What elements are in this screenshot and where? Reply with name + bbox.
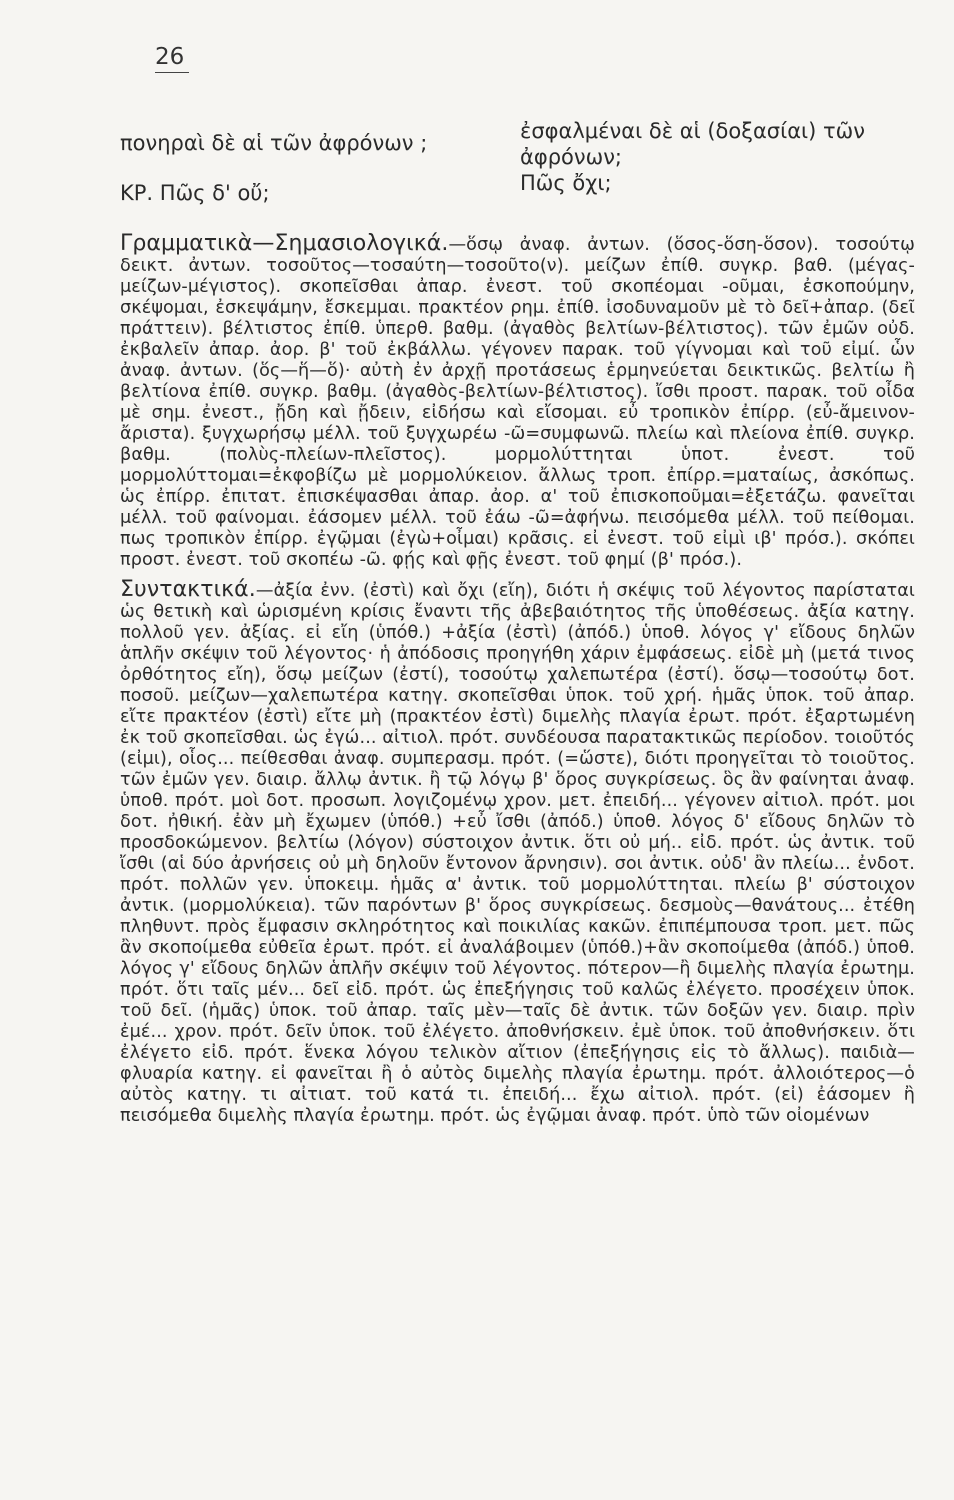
dialogue-right-line-3: Πῶς ὄχι; [520,171,612,195]
syntax-section [120,579,915,1127]
commentary-body [120,233,915,1127]
page-number: 26 [155,44,185,70]
dialogue-right-line-2: ἀφρόνων; [520,145,622,169]
grammar-heading: Γραμματικὰ—Σημασιολογικά. [120,231,449,256]
syntax-heading: Συντακτικά. [120,577,256,602]
grammar-section [120,233,915,571]
syntax-text: —ἀξία ἐνν. (ἐστὶ) καὶ ὄχι (εἴη), διότι ἡ σκέψις τοῦ λέγοντος παρίσταται ὡς θετικὴ καὶ ὡρισμένη κρίσις ἔναντι τῆς ἀβεβαιότητος τῆς ὑποθέσεως. ἀξία κατηγ. πολλοῦ γεν. ἀξίας. εἰ εἴη (ὑπόθ.) +ἀξία (ἐστὶ) (ἀπόδ.) ὑποθ. λόγος γ' εἴδους δηλῶν ἁπλῆν σκέψιν τοῦ λέγοντος· ἡ ἀπόδοσις προηγήθη χάριν ἐμφάσεως. εἰδὲ μὴ (μετά τινος ὀρθότητος εἴη), ὅσῳ μείζων (ἐστί), τοσούτῳ χαλεπωτέρα (ἐστί). ὅσῳ—τοσούτῳ δοτ. ποσοῦ. μείζων—χαλεπωτέρα κατηγ. σκοπεῖσθαι ὑποκ. τοῦ χρή. ἡμᾶς ὑποκ. τοῦ ἀπαρ. εἴτε πρακτέον (ἐστὶ) εἴτε μὴ (πρακτέον ἐστὶ) διμελὴς πλαγία ἐρωτ. πρότ. ἐξαρτωμένη ἐκ τοῦ σκοπεῖσθαι. ὡς ἐγώ... αἰτιολ. πρότ. συνδέουσα παρατακτικῶς περίοδον. τοιοῦτός (εἰμι), οἷος... πείθεσθαι ἀναφ. συμπερασμ. πρότ. (=ὥστε), διότι προηγεῖται τὸ τοιοῦτος. τῶν ἐμῶν γεν. διαιρ. ἄλλῳ ἀντικ. ἢ τῷ λόγῳ β' ὅρος συγκρίσεως. ὃς ἂν φαίνηται ἀναφ. ὑποθ. πρότ. μοὶ δοτ. προσωπ. λογιζομένῳ χρον. μετ. ἐπειδή... γέγονεν αἰτιολ. πρότ. μοι δοτ. ἠθική. ἐὰν μὴ ἔχωμεν (ὑπόθ.) +εὖ ἴσθι (ἀπόδ.) ὑποθ. λόγος δ' εἴδους δηλῶν τὸ προσδοκώμενον. βελτίω (λόγον) σύστοιχον ἀντικ. ὅτι οὐ μή.. εἰδ. πρότ. ὡς ἀντικ. τοῦ ἴσθι (αἱ δύο ἀρνήσεις οὐ μὴ δηλοῦν ἔντονον ἄρνησιν). σοι ἀντικ. οὐδ' ἂν πλείω... ἐνδοτ. πρότ. πολλῶν γεν. ὑποκειμ. ἡμᾶς α' ἀντικ. τοῦ μορμολύττηται. πλείω β' σύστοιχον ἀντικ. (μορμολύκεια). τῶν παρόντων β' ὅρος συγκρίσεως. δεσμοὺς—θανάτους... ἐτέθη πληθυντ. πρὸς ἔμφασιν σκληρότητος καὶ ποικιλίας κακῶν. ἐπιπέμπουσα τροπ. μετ. πῶς ἂν σκοποίμεθα εὐθεῖα ἐρωτ. πρότ. εἰ ἀναλάβοιμεν (ὑπόθ.)+ἂν σκοποίμεθα (ἀπόδ.) ὑποθ. λόγος γ' εἴδους δηλῶν ἁπλῆν σκέψιν τοῦ λέγοντος. πότερον—ἢ διμελὴς πλαγία ἐρωτημ. πρότ. ὅτι ταῖς μέν... δεῖ εἰδ. πρότ. ὡς ἐπεξήγησις τοῦ καλῶς ἐλέγετο. προσέχειν ὑποκ. τοῦ δεῖ. (ἡμᾶς) ὑποκ. τοῦ ἀπαρ. ταῖς μὲν—ταῖς δὲ ἀντικ. τῶν δοξῶν γεν. διαιρ. πρὶν ἐμέ... χρον. πρότ. δεῖν ὑποκ. τοῦ ἐλέγετο. ἀποθνήσκειν. ἐμὲ ὑποκ. τοῦ ἀποθνήσκειν. ὅτι ἐλέγετο εἰδ. πρότ. ἕνεκα λόγου τελικὸν αἴτιον (ἐπεξήγησις εἰς τὸ ἄλλως). παιδιὰ—φλυαρία κατηγ. εἰ φανεῖται ἢ ὁ αὐτὸς διμελὴς πλαγία ἐρωτημ. πρότ. ἀλλοιότερος—ὁ αὐτὸς κατηγ. τι αἰτιατ. τοῦ κατά τι. ἐπειδή... ἔχω αἰτιολ. πρότ. (εἰ) ἐάσομεν ἢ πεισόμεθα διμελὴς πλαγία ἐρωτημ. πρότ. ὡς ἐγῷμαι ἀναφ. πρότ. ὑπὸ τῶν οἰομένων [120,581,915,1126]
dialogue-left-column [120,118,510,218]
grammar-text: —ὅσῳ ἀναφ. ἀντων. (ὅσος-ὅση-ὅσον). τοσούτῳ δεικτ. ἀντων. τοσοῦτος—τοσαύτη—τοσοῦτο(ν). μείζων ἐπίθ. συγκρ. βαθ. (μέγας-μείζων-μέγιστος). σκοπεῖσθαι ἀπαρ. ἐνεστ. τοῦ σκοπέομαι -οῦμαι, ἐσκοπούμην, σκέψομαι, ἐσκεψάμην, ἔσκεμμαι. πρακτέον ρημ. ἐπίθ. ἰσοδυναμοῦν μὲ τὸ δεῖ+ἀπαρ. (δεῖ πράττειν). βέλτιστος ἐπίθ. ὑπερθ. βαθμ. (ἀγαθὸς βελτίων-βέλτιστος). τῶν ἐμῶν οὐδ. ἐκβαλεῖν ἀπαρ. ἀορ. β' τοῦ ἐκβάλλω. γέγονεν παρακ. τοῦ γίγνομαι καὶ τοῦ εἰμί. ὧν ἀναφ. ἀντων. (ὅς—ἥ—ὅ)· αὐτὴ ἐν ἀρχῇ προτάσεως ἑρμηνεύεται δεικτικῶς. βελτίω ἢ βελτίονα ἐπίθ. συγκρ. βαθμ. (ἀγαθὸς-βελτίων-βέλτιστος). ἴσθι προστ. παρακ. τοῦ οἶδα μὲ σημ. ἐνεστ., ᾔδη καὶ ᾔδειν, εἰδήσω καὶ εἴσομαι. εὖ τροπικὸν ἐπίρρ. (εὖ-ἄμεινον-ἄριστα). ξυγχωρήσῳ μέλλ. τοῦ ξυγχωρέω -ῶ=συμφωνῶ. πλείω καὶ πλείονα ἐπίθ. συγκρ. βαθμ. (πολὺς-πλείων-πλεῖστος). μορμολύττηται ὑποτ. ἐνεστ. τοῦ μορμολύττομαι=ἐκφοβίζω μὲ μορμολύκειον. ἄλλως τροπ. ἐπίρρ.=ματαίως, ἀσκόπως. ὡς ἐπίρρ. ἐπιτατ. ἐπισκέψασθαι ἀπαρ. ἀορ. α' τοῦ ἐπισκοποῦμαι=ἐξετάζω. φανεῖται μέλλ. τοῦ φαίνομαι. ἐάσομεν μέλλ. τοῦ ἐάω -ῶ=ἀφήνω. πεισόμεθα μέλλ. τοῦ πείθομαι. πως τροπικὸν ἐπίρρ. ἐγῷμαι (ἐγὼ+οἶμαι) κρᾶσις. εἰ ἐνεστ. τοῦ εἰμὶ ιβ' πρόσ.). σκόπει προστ. ἐνεστ. τοῦ σκοπέω -ῶ. φῄς καὶ φῇς ἐνεστ. τοῦ φημί (β' πρόσ.). [120,235,915,570]
dialogue-right-line-1: ἐσφαλμέναι δὲ αἱ (δοξασίαι) τῶν [520,119,865,143]
header-rule [155,72,189,73]
dialogue-left-line-1: πονηραὶ δὲ αἱ τῶν ἀφρόνων ; [120,131,428,155]
dialogue-right-column [520,118,920,196]
dialogue-left-line-2: ΚΡ. Πῶς δ' οὔ; [120,181,270,205]
